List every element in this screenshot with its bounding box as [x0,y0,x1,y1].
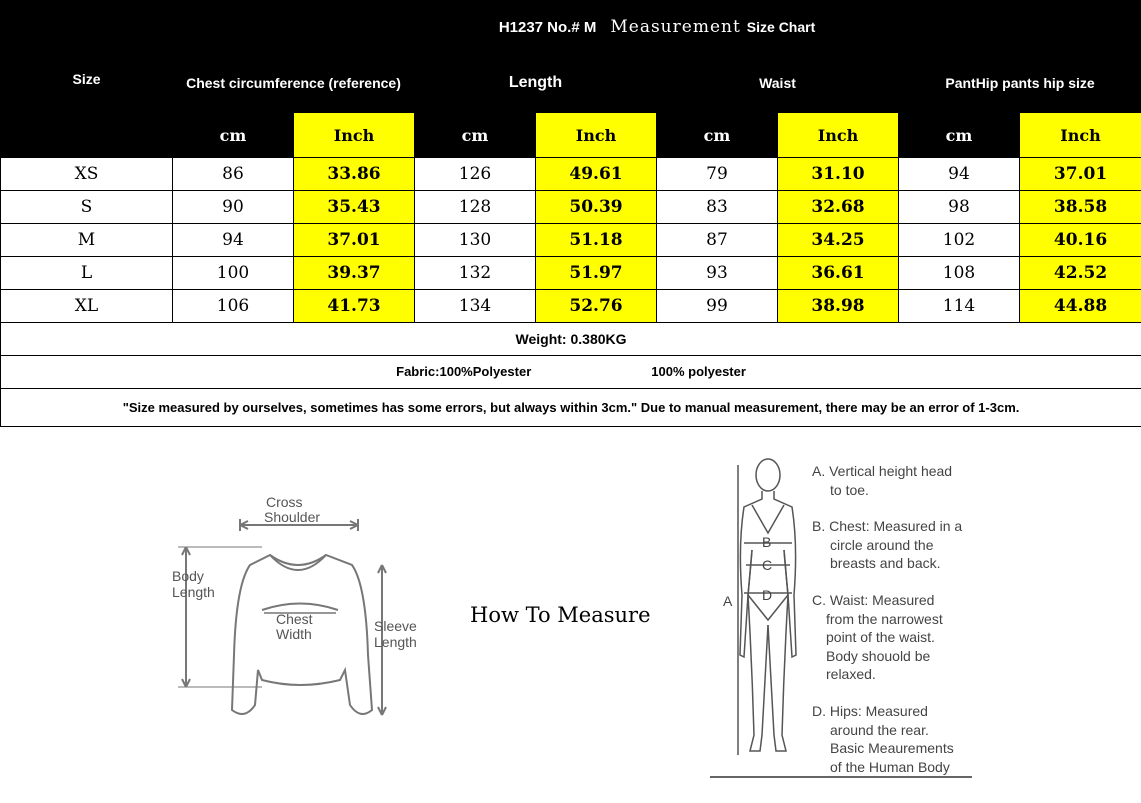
cm-cell: 108 [899,257,1020,290]
cm-cell: 87 [657,224,778,257]
fabric-left: Fabric:100%Polyester [396,364,532,379]
how-to-measure-section [0,425,1141,803]
unit-cm: cm [173,113,294,158]
inch-cell: 38.98 [778,290,899,323]
unit-cm: cm [899,113,1020,158]
col-chest: Chest circumference (reference) [173,53,415,113]
how-to-measure-title: How To Measure [470,603,651,627]
weight-info: Weight: 0.380KG [1,323,1141,356]
mark-a: A [723,593,733,609]
sleeve-length-label-2: Length [374,634,417,650]
unit-inch: Inch [1020,113,1141,158]
chest-width-label-2: Width [276,626,312,642]
sleeve-length-label-1: Sleeve [374,618,417,634]
inch-cell: 31.10 [778,158,899,191]
unit-cm: cm [415,113,536,158]
desc-c-4: Body shouold be [826,648,931,664]
unit-inch: Inch [778,113,899,158]
inch-cell: 51.97 [536,257,657,290]
desc-d-2: around the rear. [830,722,929,738]
inch-cell: 42.52 [1020,257,1141,290]
inch-cell: 41.73 [294,290,415,323]
cm-cell: 99 [657,290,778,323]
cm-cell: 132 [415,257,536,290]
unit-inch: Inch [294,113,415,158]
inch-cell: 52.76 [536,290,657,323]
chest-width-label-1: Chest [276,611,313,627]
inch-cell: 49.61 [536,158,657,191]
inch-cell: 36.61 [778,257,899,290]
size-chart-label: Size Chart [746,18,816,35]
cm-cell: 100 [173,257,294,290]
unit-inch: Inch [536,113,657,158]
table-row [1,290,1141,323]
desc-d-4: of the Human Body [830,759,950,775]
cm-cell: 102 [899,224,1020,257]
inch-cell: 40.16 [1020,224,1141,257]
size-cell: M [1,224,173,257]
product-code: H1237 No.# M [498,18,597,36]
table-row [1,158,1141,191]
desc-d-1: D. Hips: Measured [812,703,928,719]
desc-c-3: point of the waist. [826,629,935,645]
inch-cell: 44.88 [1020,290,1141,323]
table-row [1,224,1141,257]
desc-b-3: breasts and back. [830,555,941,571]
cross-shoulder-label-1: Cross [266,494,303,510]
desc-a-2: to toe. [830,482,869,498]
cm-cell: 128 [415,191,536,224]
col-hip: PantHip pants hip size [899,53,1141,113]
table-row [1,257,1141,290]
unit-cm: cm [657,113,778,158]
desc-d-3: Basic Meaurements [830,740,954,756]
cm-cell: 130 [415,224,536,257]
desc-b-1: B. Chest: Measured in a [812,518,963,534]
cm-cell: 106 [173,290,294,323]
size-header: Size [1,1,173,158]
desc-c-2: from the narrowest [826,611,943,627]
cm-cell: 94 [173,224,294,257]
size-cell: S [1,191,173,224]
size-cell: L [1,257,173,290]
measurement-note: "Size measured by ourselves, sometimes has some errors, but always within 3cm." Due to manual measurement, there may be an error of 1-3cm. [1,389,1141,427]
col-length: Length [415,53,657,113]
cm-cell: 134 [415,290,536,323]
inch-cell: 37.01 [294,224,415,257]
desc-a-1: A. Vertical height head [812,463,953,479]
desc-b-2: circle around the [830,537,934,553]
cm-cell: 126 [415,158,536,191]
size-cell: XL [1,290,173,323]
measurement-label: Measurement [610,16,741,37]
cm-cell: 93 [657,257,778,290]
body-length-label-2: Length [172,584,215,600]
size-cell: XS [1,158,173,191]
cm-cell: 94 [899,158,1020,191]
cm-cell: 114 [899,290,1020,323]
fabric-right: 100% polyester [651,364,746,379]
cm-cell: 90 [173,191,294,224]
inch-cell: 50.39 [536,191,657,224]
inch-cell: 51.18 [536,224,657,257]
inch-cell: 37.01 [1020,158,1141,191]
inch-cell: 34.25 [778,224,899,257]
desc-c-5: relaxed. [826,666,876,682]
cross-shoulder-label-2: Shoulder [264,509,321,525]
inch-cell: 33.86 [294,158,415,191]
body-descriptions [812,463,962,775]
mark-c: C [762,557,773,573]
inch-cell: 39.37 [294,257,415,290]
table-row [1,191,1141,224]
cm-cell: 98 [899,191,1020,224]
cm-cell: 86 [173,158,294,191]
inch-cell: 38.58 [1020,191,1141,224]
cm-cell: 83 [657,191,778,224]
inch-cell: 35.43 [294,191,415,224]
mark-d: D [762,587,773,603]
cm-cell: 79 [657,158,778,191]
fabric-info [1,356,1141,389]
body-length-label-1: Body [172,568,204,584]
inch-cell: 32.68 [778,191,899,224]
desc-c-1: C. Waist: Measured [812,592,935,608]
col-waist: Waist [657,53,899,113]
mark-b: B [762,534,772,550]
chart-title [173,1,1141,53]
